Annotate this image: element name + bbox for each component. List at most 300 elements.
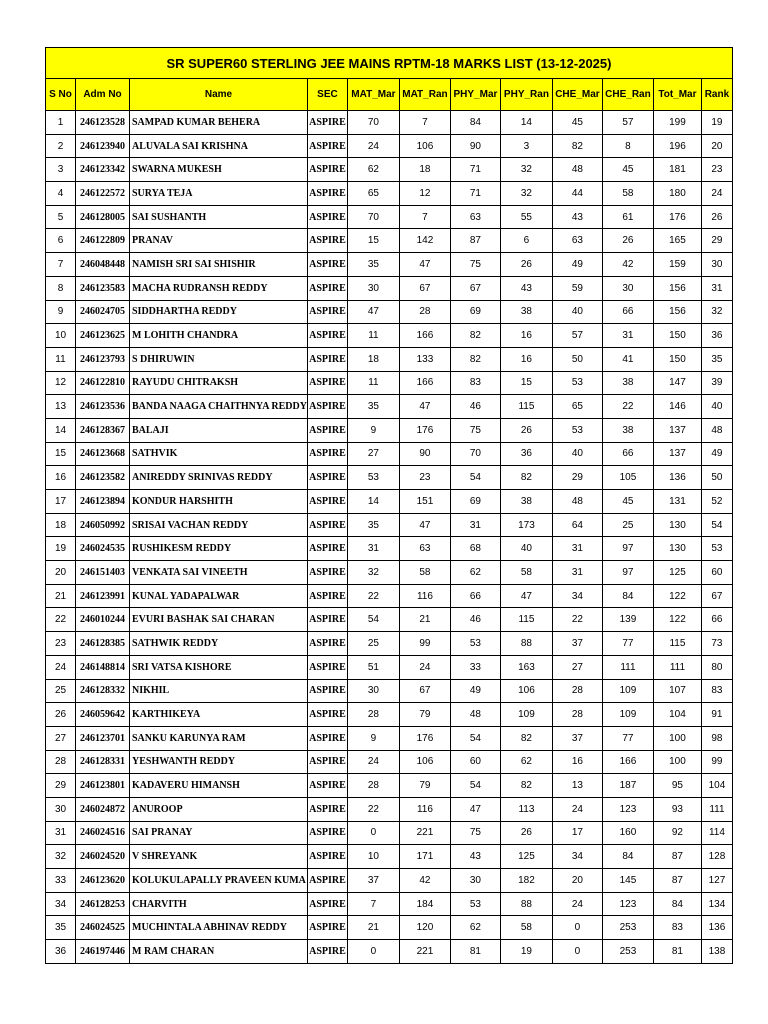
sec-cell: ASPIRE	[307, 442, 347, 466]
mat-mar-cell: 24	[347, 750, 399, 774]
table-row	[46, 111, 733, 135]
table-row	[46, 703, 733, 727]
che-mar-cell: 24	[552, 892, 602, 916]
sec-cell: ASPIRE	[307, 395, 347, 419]
che-ran-cell: 160	[602, 821, 653, 845]
mat-ran-cell: 67	[399, 276, 450, 300]
sno-cell: 10	[46, 324, 76, 348]
rank-cell: 35	[701, 347, 732, 371]
mat-mar-cell: 15	[347, 229, 399, 253]
che-mar-cell: 0	[552, 916, 602, 940]
rank-cell: 104	[701, 774, 732, 798]
che-ran-cell: 253	[602, 940, 653, 964]
marks-table	[45, 47, 733, 964]
col-phy-ran-header: PHY_Ran	[500, 79, 552, 111]
col-tot-mar-header: Tot_Mar	[653, 79, 701, 111]
sno-cell: 11	[46, 347, 76, 371]
phy-mar-cell: 71	[450, 158, 500, 182]
sec-cell: ASPIRE	[307, 490, 347, 514]
name-cell: SAI SUSHANTH	[130, 205, 308, 229]
adm-no-cell: 246128331	[76, 750, 130, 774]
rank-cell: 31	[701, 276, 732, 300]
table-row	[46, 205, 733, 229]
tot-mar-cell: 131	[653, 490, 701, 514]
mat-mar-cell: 31	[347, 537, 399, 561]
rank-cell: 138	[701, 940, 732, 964]
phy-ran-cell: 47	[500, 584, 552, 608]
name-cell: SATHVIK	[130, 442, 308, 466]
adm-no-cell: 246128005	[76, 205, 130, 229]
mat-mar-cell: 37	[347, 869, 399, 893]
column-header-row	[46, 79, 733, 111]
table-row	[46, 229, 733, 253]
table-body	[46, 111, 733, 964]
adm-no-cell: 246151403	[76, 561, 130, 585]
phy-ran-cell: 88	[500, 632, 552, 656]
name-cell: KOLUKULAPALLY PRAVEEN KUMA	[130, 869, 308, 893]
phy-ran-cell: 82	[500, 466, 552, 490]
tot-mar-cell: 92	[653, 821, 701, 845]
name-cell: BANDA NAAGA CHAITHNYA REDDY	[130, 395, 308, 419]
che-ran-cell: 45	[602, 490, 653, 514]
mat-mar-cell: 10	[347, 845, 399, 869]
table-row	[46, 774, 733, 798]
sec-cell: ASPIRE	[307, 655, 347, 679]
name-cell: SWARNA MUKESH	[130, 158, 308, 182]
mat-mar-cell: 35	[347, 395, 399, 419]
phy-mar-cell: 71	[450, 182, 500, 206]
sno-cell: 28	[46, 750, 76, 774]
name-cell: NAMISH SRI SAI SHISHIR	[130, 253, 308, 277]
mat-ran-cell: 142	[399, 229, 450, 253]
mat-mar-cell: 35	[347, 253, 399, 277]
adm-no-cell: 246123801	[76, 774, 130, 798]
che-mar-cell: 31	[552, 561, 602, 585]
name-cell: CHARVITH	[130, 892, 308, 916]
mat-mar-cell: 24	[347, 134, 399, 158]
phy-mar-cell: 48	[450, 703, 500, 727]
mat-ran-cell: 184	[399, 892, 450, 916]
phy-mar-cell: 87	[450, 229, 500, 253]
name-cell: RAYUDU CHITRAKSH	[130, 371, 308, 395]
phy-ran-cell: 32	[500, 158, 552, 182]
mat-mar-cell: 70	[347, 111, 399, 135]
sno-cell: 32	[46, 845, 76, 869]
phy-ran-cell: 88	[500, 892, 552, 916]
che-mar-cell: 48	[552, 490, 602, 514]
sno-cell: 21	[46, 584, 76, 608]
che-ran-cell: 41	[602, 347, 653, 371]
tot-mar-cell: 87	[653, 845, 701, 869]
name-cell: SAI PRANAY	[130, 821, 308, 845]
phy-ran-cell: 36	[500, 442, 552, 466]
phy-ran-cell: 115	[500, 395, 552, 419]
mat-mar-cell: 22	[347, 584, 399, 608]
table-row	[46, 466, 733, 490]
tot-mar-cell: 176	[653, 205, 701, 229]
table-row	[46, 347, 733, 371]
adm-no-cell: 246024872	[76, 797, 130, 821]
name-cell: M LOHITH CHANDRA	[130, 324, 308, 348]
mat-mar-cell: 54	[347, 608, 399, 632]
table-row	[46, 679, 733, 703]
col-rank-header: Rank	[701, 79, 732, 111]
adm-no-cell: 246024535	[76, 537, 130, 561]
tot-mar-cell: 107	[653, 679, 701, 703]
tot-mar-cell: 130	[653, 513, 701, 537]
mat-mar-cell: 32	[347, 561, 399, 585]
mat-mar-cell: 51	[347, 655, 399, 679]
phy-ran-cell: 16	[500, 324, 552, 348]
sec-cell: ASPIRE	[307, 229, 347, 253]
che-ran-cell: 66	[602, 442, 653, 466]
name-cell: SRISAI VACHAN REDDY	[130, 513, 308, 537]
che-mar-cell: 44	[552, 182, 602, 206]
phy-mar-cell: 30	[450, 869, 500, 893]
name-cell: SRI VATSA KISHORE	[130, 655, 308, 679]
adm-no-cell: 246059642	[76, 703, 130, 727]
mat-ran-cell: 106	[399, 134, 450, 158]
che-mar-cell: 48	[552, 158, 602, 182]
col-mat-ran-header: MAT_Ran	[399, 79, 450, 111]
mat-ran-cell: 7	[399, 205, 450, 229]
mat-ran-cell: 106	[399, 750, 450, 774]
che-ran-cell: 105	[602, 466, 653, 490]
phy-mar-cell: 62	[450, 916, 500, 940]
mat-ran-cell: 47	[399, 395, 450, 419]
rank-cell: 53	[701, 537, 732, 561]
adm-no-cell: 246122810	[76, 371, 130, 395]
tot-mar-cell: 181	[653, 158, 701, 182]
sno-cell: 22	[46, 608, 76, 632]
adm-no-cell: 246128332	[76, 679, 130, 703]
mat-mar-cell: 28	[347, 774, 399, 798]
tot-mar-cell: 122	[653, 608, 701, 632]
mat-mar-cell: 25	[347, 632, 399, 656]
table-row	[46, 276, 733, 300]
table-row	[46, 134, 733, 158]
che-ran-cell: 26	[602, 229, 653, 253]
sno-cell: 30	[46, 797, 76, 821]
rank-cell: 111	[701, 797, 732, 821]
adm-no-cell: 246050992	[76, 513, 130, 537]
sno-cell: 35	[46, 916, 76, 940]
mat-ran-cell: 23	[399, 466, 450, 490]
name-cell: KUNAL YADAPALWAR	[130, 584, 308, 608]
phy-ran-cell: 182	[500, 869, 552, 893]
mat-ran-cell: 116	[399, 797, 450, 821]
phy-mar-cell: 33	[450, 655, 500, 679]
sno-cell: 31	[46, 821, 76, 845]
rank-cell: 66	[701, 608, 732, 632]
adm-no-cell: 246197446	[76, 940, 130, 964]
mat-ran-cell: 18	[399, 158, 450, 182]
name-cell: MACHA RUDRANSH REDDY	[130, 276, 308, 300]
rank-cell: 26	[701, 205, 732, 229]
che-mar-cell: 49	[552, 253, 602, 277]
mat-mar-cell: 0	[347, 821, 399, 845]
phy-mar-cell: 69	[450, 300, 500, 324]
phy-ran-cell: 163	[500, 655, 552, 679]
mat-mar-cell: 9	[347, 418, 399, 442]
table-row	[46, 726, 733, 750]
mat-ran-cell: 21	[399, 608, 450, 632]
tot-mar-cell: 130	[653, 537, 701, 561]
che-ran-cell: 38	[602, 371, 653, 395]
sec-cell: ASPIRE	[307, 205, 347, 229]
rank-cell: 39	[701, 371, 732, 395]
che-ran-cell: 139	[602, 608, 653, 632]
mat-ran-cell: 221	[399, 821, 450, 845]
che-ran-cell: 97	[602, 537, 653, 561]
col-adm-no-header: Adm No	[76, 79, 130, 111]
che-ran-cell: 253	[602, 916, 653, 940]
adm-no-cell: 246123342	[76, 158, 130, 182]
sno-cell: 29	[46, 774, 76, 798]
che-mar-cell: 65	[552, 395, 602, 419]
phy-mar-cell: 47	[450, 797, 500, 821]
sno-cell: 4	[46, 182, 76, 206]
che-ran-cell: 61	[602, 205, 653, 229]
adm-no-cell: 246123668	[76, 442, 130, 466]
name-cell: S DHIRUWIN	[130, 347, 308, 371]
che-mar-cell: 40	[552, 442, 602, 466]
sno-cell: 15	[46, 442, 76, 466]
mat-mar-cell: 21	[347, 916, 399, 940]
col-phy-mar-header: PHY_Mar	[450, 79, 500, 111]
tot-mar-cell: 199	[653, 111, 701, 135]
mat-ran-cell: 176	[399, 726, 450, 750]
sec-cell: ASPIRE	[307, 466, 347, 490]
col-mat-mar-header: MAT_Mar	[347, 79, 399, 111]
adm-no-cell: 246128253	[76, 892, 130, 916]
phy-ran-cell: 82	[500, 726, 552, 750]
tot-mar-cell: 84	[653, 892, 701, 916]
che-ran-cell: 111	[602, 655, 653, 679]
adm-no-cell: 246122809	[76, 229, 130, 253]
che-mar-cell: 28	[552, 703, 602, 727]
che-ran-cell: 8	[602, 134, 653, 158]
mat-mar-cell: 11	[347, 324, 399, 348]
mat-mar-cell: 7	[347, 892, 399, 916]
tot-mar-cell: 137	[653, 418, 701, 442]
che-ran-cell: 84	[602, 845, 653, 869]
phy-ran-cell: 40	[500, 537, 552, 561]
phy-mar-cell: 82	[450, 324, 500, 348]
col-name-header: Name	[130, 79, 308, 111]
mat-mar-cell: 11	[347, 371, 399, 395]
name-cell: NIKHIL	[130, 679, 308, 703]
phy-ran-cell: 58	[500, 561, 552, 585]
sec-cell: ASPIRE	[307, 869, 347, 893]
che-ran-cell: 187	[602, 774, 653, 798]
phy-ran-cell: 58	[500, 916, 552, 940]
tot-mar-cell: 83	[653, 916, 701, 940]
phy-ran-cell: 3	[500, 134, 552, 158]
sheet-title: SR SUPER60 STERLING JEE MAINS RPTM-18 MARKS LIST (13-12-2025)	[46, 48, 733, 79]
sno-cell: 24	[46, 655, 76, 679]
sec-cell: ASPIRE	[307, 253, 347, 277]
rank-cell: 136	[701, 916, 732, 940]
name-cell: RUSHIKESM REDDY	[130, 537, 308, 561]
che-ran-cell: 77	[602, 632, 653, 656]
phy-mar-cell: 43	[450, 845, 500, 869]
rank-cell: 32	[701, 300, 732, 324]
rank-cell: 50	[701, 466, 732, 490]
name-cell: MUCHINTALA ABHINAV REDDY	[130, 916, 308, 940]
tot-mar-cell: 196	[653, 134, 701, 158]
phy-ran-cell: 125	[500, 845, 552, 869]
adm-no-cell: 246122572	[76, 182, 130, 206]
sec-cell: ASPIRE	[307, 845, 347, 869]
mat-ran-cell: 116	[399, 584, 450, 608]
che-mar-cell: 57	[552, 324, 602, 348]
adm-no-cell: 246024520	[76, 845, 130, 869]
adm-no-cell: 246148814	[76, 655, 130, 679]
mat-mar-cell: 30	[347, 276, 399, 300]
rank-cell: 19	[701, 111, 732, 135]
che-ran-cell: 166	[602, 750, 653, 774]
sno-cell: 17	[46, 490, 76, 514]
name-cell: KONDUR HARSHITH	[130, 490, 308, 514]
table-row	[46, 869, 733, 893]
che-ran-cell: 31	[602, 324, 653, 348]
sno-cell: 7	[46, 253, 76, 277]
mat-mar-cell: 47	[347, 300, 399, 324]
sec-cell: ASPIRE	[307, 347, 347, 371]
che-mar-cell: 64	[552, 513, 602, 537]
adm-no-cell: 246024525	[76, 916, 130, 940]
rank-cell: 23	[701, 158, 732, 182]
adm-no-cell: 246128367	[76, 418, 130, 442]
phy-mar-cell: 68	[450, 537, 500, 561]
phy-ran-cell: 32	[500, 182, 552, 206]
phy-mar-cell: 67	[450, 276, 500, 300]
che-mar-cell: 28	[552, 679, 602, 703]
mat-mar-cell: 30	[347, 679, 399, 703]
sno-cell: 18	[46, 513, 76, 537]
phy-mar-cell: 75	[450, 253, 500, 277]
tot-mar-cell: 125	[653, 561, 701, 585]
che-mar-cell: 17	[552, 821, 602, 845]
sno-cell: 27	[46, 726, 76, 750]
tot-mar-cell: 180	[653, 182, 701, 206]
che-mar-cell: 34	[552, 845, 602, 869]
rank-cell: 114	[701, 821, 732, 845]
mat-ran-cell: 28	[399, 300, 450, 324]
mat-mar-cell: 70	[347, 205, 399, 229]
mat-mar-cell: 0	[347, 940, 399, 964]
phy-ran-cell: 173	[500, 513, 552, 537]
table-row	[46, 158, 733, 182]
table-row	[46, 561, 733, 585]
sec-cell: ASPIRE	[307, 679, 347, 703]
tot-mar-cell: 111	[653, 655, 701, 679]
sec-cell: ASPIRE	[307, 916, 347, 940]
adm-no-cell: 246123940	[76, 134, 130, 158]
table-row	[46, 892, 733, 916]
sec-cell: ASPIRE	[307, 703, 347, 727]
adm-no-cell: 246123620	[76, 869, 130, 893]
phy-ran-cell: 19	[500, 940, 552, 964]
phy-mar-cell: 53	[450, 892, 500, 916]
che-mar-cell: 45	[552, 111, 602, 135]
table-row	[46, 916, 733, 940]
adm-no-cell: 246010244	[76, 608, 130, 632]
che-mar-cell: 20	[552, 869, 602, 893]
phy-ran-cell: 14	[500, 111, 552, 135]
rank-cell: 48	[701, 418, 732, 442]
che-mar-cell: 37	[552, 632, 602, 656]
tot-mar-cell: 159	[653, 253, 701, 277]
phy-mar-cell: 83	[450, 371, 500, 395]
rank-cell: 36	[701, 324, 732, 348]
sno-cell: 36	[46, 940, 76, 964]
table-row	[46, 442, 733, 466]
mat-ran-cell: 99	[399, 632, 450, 656]
table-row	[46, 490, 733, 514]
name-cell: SIDDHARTHA REDDY	[130, 300, 308, 324]
rank-cell: 99	[701, 750, 732, 774]
table-row	[46, 537, 733, 561]
sec-cell: ASPIRE	[307, 111, 347, 135]
che-mar-cell: 24	[552, 797, 602, 821]
table-row	[46, 608, 733, 632]
phy-ran-cell: 16	[500, 347, 552, 371]
col-che-ran-header: CHE_Ran	[602, 79, 653, 111]
tot-mar-cell: 100	[653, 726, 701, 750]
mat-ran-cell: 90	[399, 442, 450, 466]
sno-cell: 9	[46, 300, 76, 324]
tot-mar-cell: 150	[653, 324, 701, 348]
adm-no-cell: 246123583	[76, 276, 130, 300]
sec-cell: ASPIRE	[307, 513, 347, 537]
rank-cell: 83	[701, 679, 732, 703]
name-cell: BALAJI	[130, 418, 308, 442]
table-row	[46, 655, 733, 679]
phy-mar-cell: 70	[450, 442, 500, 466]
mat-mar-cell: 28	[347, 703, 399, 727]
rank-cell: 80	[701, 655, 732, 679]
che-ran-cell: 25	[602, 513, 653, 537]
sno-cell: 25	[46, 679, 76, 703]
sno-cell: 20	[46, 561, 76, 585]
name-cell: PRANAV	[130, 229, 308, 253]
mat-ran-cell: 166	[399, 324, 450, 348]
che-ran-cell: 38	[602, 418, 653, 442]
phy-ran-cell: 15	[500, 371, 552, 395]
tot-mar-cell: 87	[653, 869, 701, 893]
che-mar-cell: 50	[552, 347, 602, 371]
sno-cell: 3	[46, 158, 76, 182]
sec-cell: ASPIRE	[307, 608, 347, 632]
phy-ran-cell: 26	[500, 418, 552, 442]
phy-mar-cell: 53	[450, 632, 500, 656]
mat-ran-cell: 63	[399, 537, 450, 561]
mat-ran-cell: 12	[399, 182, 450, 206]
mat-ran-cell: 58	[399, 561, 450, 585]
mat-ran-cell: 176	[399, 418, 450, 442]
mat-mar-cell: 53	[347, 466, 399, 490]
mat-ran-cell: 47	[399, 513, 450, 537]
tot-mar-cell: 95	[653, 774, 701, 798]
che-mar-cell: 22	[552, 608, 602, 632]
phy-mar-cell: 66	[450, 584, 500, 608]
mat-mar-cell: 14	[347, 490, 399, 514]
phy-mar-cell: 82	[450, 347, 500, 371]
adm-no-cell: 246123701	[76, 726, 130, 750]
phy-ran-cell: 62	[500, 750, 552, 774]
